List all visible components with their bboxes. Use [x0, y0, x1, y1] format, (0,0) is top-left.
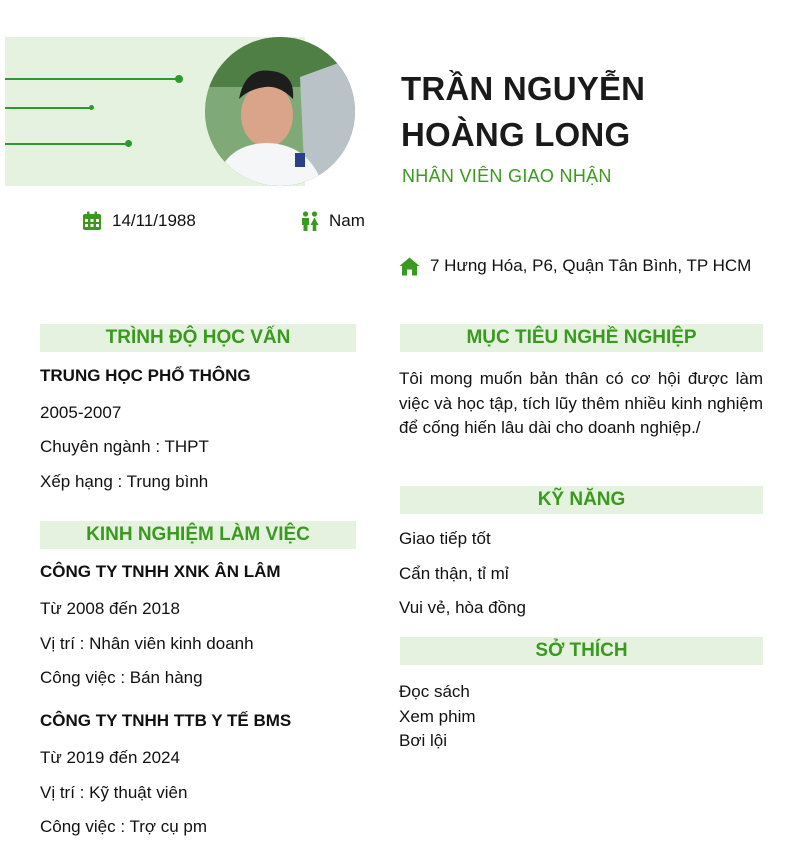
skills-heading: KỸ NĂNG [400, 486, 763, 514]
education-years: 2005-2007 [40, 403, 122, 422]
address-row [399, 256, 751, 276]
education-rank: Xếp hạng : Trung bình [40, 472, 209, 491]
job-title: NHÂN VIÊN GIAO NHẬN [402, 166, 612, 186]
education-heading: TRÌNH ĐỘ HỌC VẤN [40, 324, 356, 352]
avatar [205, 37, 355, 186]
skill-item: Cẩn thận, tỉ mỉ [399, 564, 509, 583]
job-period: Từ 2008 đến 2018 [40, 599, 180, 618]
education-school: TRUNG HỌC PHỔ THÔNG [40, 366, 251, 385]
job-position: Vị trí : Kỹ thuật viên [40, 783, 188, 802]
decorative-line [5, 143, 128, 145]
job-company: CÔNG TY TNHH XNK ÂN LÂM [40, 562, 281, 581]
dob-row [82, 211, 196, 231]
skill-item: Giao tiếp tốt [399, 529, 491, 548]
education-major: Chuyên ngành : THPT [40, 437, 209, 456]
avatar-photo [205, 37, 355, 186]
decorative-line [5, 78, 179, 80]
hobby-item: Đọc sách [399, 682, 470, 701]
job-period: Từ 2019 đến 2024 [40, 748, 180, 767]
job-duty: Công việc : Trợ cụ pm [40, 817, 208, 836]
calendar-icon [82, 211, 102, 231]
candidate-name: TRẦN NGUYỄN HOÀNG LONG [401, 70, 646, 153]
decorative-line [5, 107, 92, 109]
experience-heading: KINH NGHIỆM LÀM VIỆC [40, 521, 356, 549]
people-icon [301, 211, 319, 231]
gender-value: Nam [329, 211, 365, 230]
gender-row [301, 211, 365, 231]
skill-item: Vui vẻ, hòa đồng [399, 598, 526, 617]
job-position: Vị trí : Nhân viên kinh doanh [40, 634, 254, 653]
dob-value: 14/11/1988 [112, 211, 196, 230]
hobby-item: Bơi lội [399, 731, 447, 750]
hobbies-list [399, 680, 476, 754]
address-value: 7 Hưng Hóa, P6, Quận Tân Bình, TP HCM [430, 256, 752, 275]
job-duty: Công việc : Bán hàng [40, 668, 203, 687]
objective-heading: MỤC TIÊU NGHỀ NGHIỆP [400, 324, 763, 352]
objective-text: Tôi mong muốn bản thân có cơ hội được làm việc và học tập, tích lũy thêm nhiều kinh nghiệm để cống hiến lâu dài cho doanh nghiệp./ [399, 369, 763, 437]
job-company: CÔNG TY TNHH TTB Y TẾ BMS [40, 711, 292, 730]
home-icon [399, 257, 420, 276]
hobby-item: Xem phim [399, 706, 476, 726]
hobbies-heading: SỞ THÍCH [400, 637, 763, 665]
